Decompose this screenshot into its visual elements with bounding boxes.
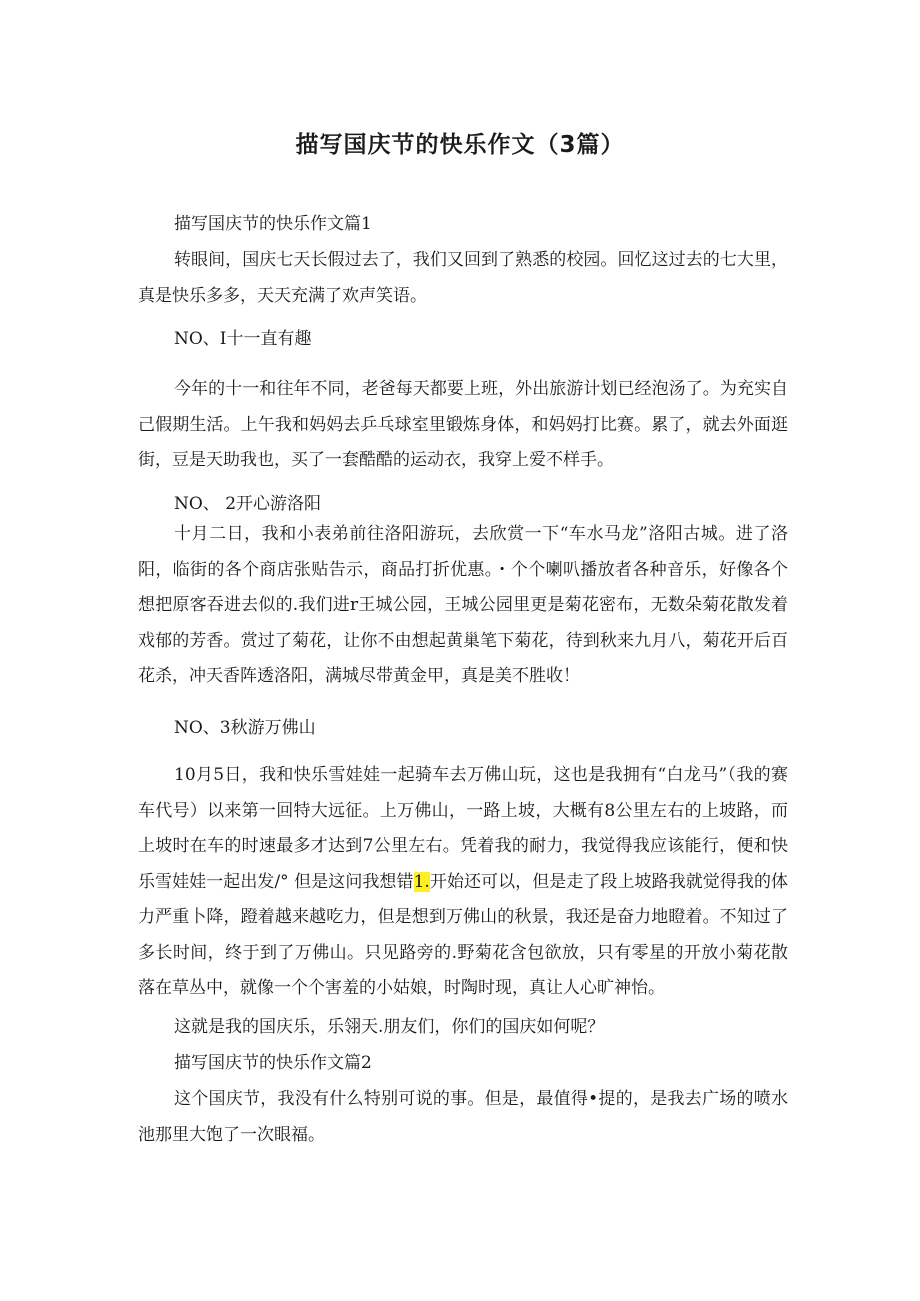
paragraph-3: 十月二日，我和小表弟前往洛阳游玩，去欣赏一下“车水马龙”洛阳古城。进了洛阳，临街的各个商店张贴告示，商品打折优惠。・个个喇叭播放者各种音乐，好像各个想把原客吞进去似的.我们进r王城公园，王城公园里更是菊花密布，无数朵菊花散发着戏郁的芳香。赏过了菊花，让你不由想起黄巢笔下菊花，待到秋来九月八，菊花开后百花杀，冲天香阵透洛阳，满城尽带黄金甲，真是美不胜收！	[138, 524, 788, 686]
paragraph-6: 这个国庆节，我没有什么特别可说的事。但是，最值得•提的，是我去广场的喷水池那里大饱了一次眼福。	[138, 1089, 788, 1145]
paragraph-2: 今年的十一和往年不同，老爸每天都要上班，外出旅游计划已经泡汤了。为充实自己假期生活。上午我和妈妈去乒乓球室里锻炼身体，和妈妈打比赛。累了，就去外面逛街，豆是天助我也，买了一套酷酷的运动衣，我穿上爱不样手。	[138, 379, 788, 470]
subheading-3: NO、3秋游万佛山	[174, 718, 316, 738]
paragraph-5: 这就是我的国庆乐，乐翎天.朋友们，你们的国庆如何呢？	[174, 1017, 605, 1037]
section-heading-1: 描写国庆节的快乐作文篇1	[174, 214, 372, 234]
subheading-1: NO、I十一直有趣	[174, 329, 312, 349]
document-title: 描写国庆节的快乐作文（3篇）	[295, 132, 625, 158]
paragraph-4	[138, 758, 788, 1007]
subheading-2: NO、 2开心游洛阳	[174, 494, 322, 514]
paragraph-4-part-a: 10月5日，我和快乐雪娃娃一起骑车去万佛山玩，这也是我拥有“白龙马”（我的赛车代号）以来第一回特大远征。上万佛山，一路上坡，大概有8公里左右的上坡路，而上坡时在车的时速最多才达到7公里左右。凭着我的耐力，我觉得我应该能行，便和快乐雪娃娃一起出发/° 但是这问我想错	[138, 765, 788, 892]
paragraph-4-part-b: 开始还可以，但是走了段上坡路我就觉得我的体力严重卜降，蹬着越来越吃力，但是想到万佛山的秋景，我还是奋力地瞪着。不知过了多长时间，终于到了万佛山。只见路旁的.野菊花含包欲放，只有零星的开放小菊花散落在草丛中，就像一个个害羞的小姑娘，时陶时现，真让人心旷神怡。	[138, 871, 789, 998]
section-heading-2: 描写国庆节的快乐作文篇2	[174, 1053, 372, 1073]
paragraph-1: 转眼间，国庆七天长假过去了，我们又回到了熟悉的校园。回忆这过去的七大里，真是快乐多多，天天充满了欢声笑语。	[138, 250, 788, 306]
highlighted-text: 1.	[413, 871, 430, 892]
